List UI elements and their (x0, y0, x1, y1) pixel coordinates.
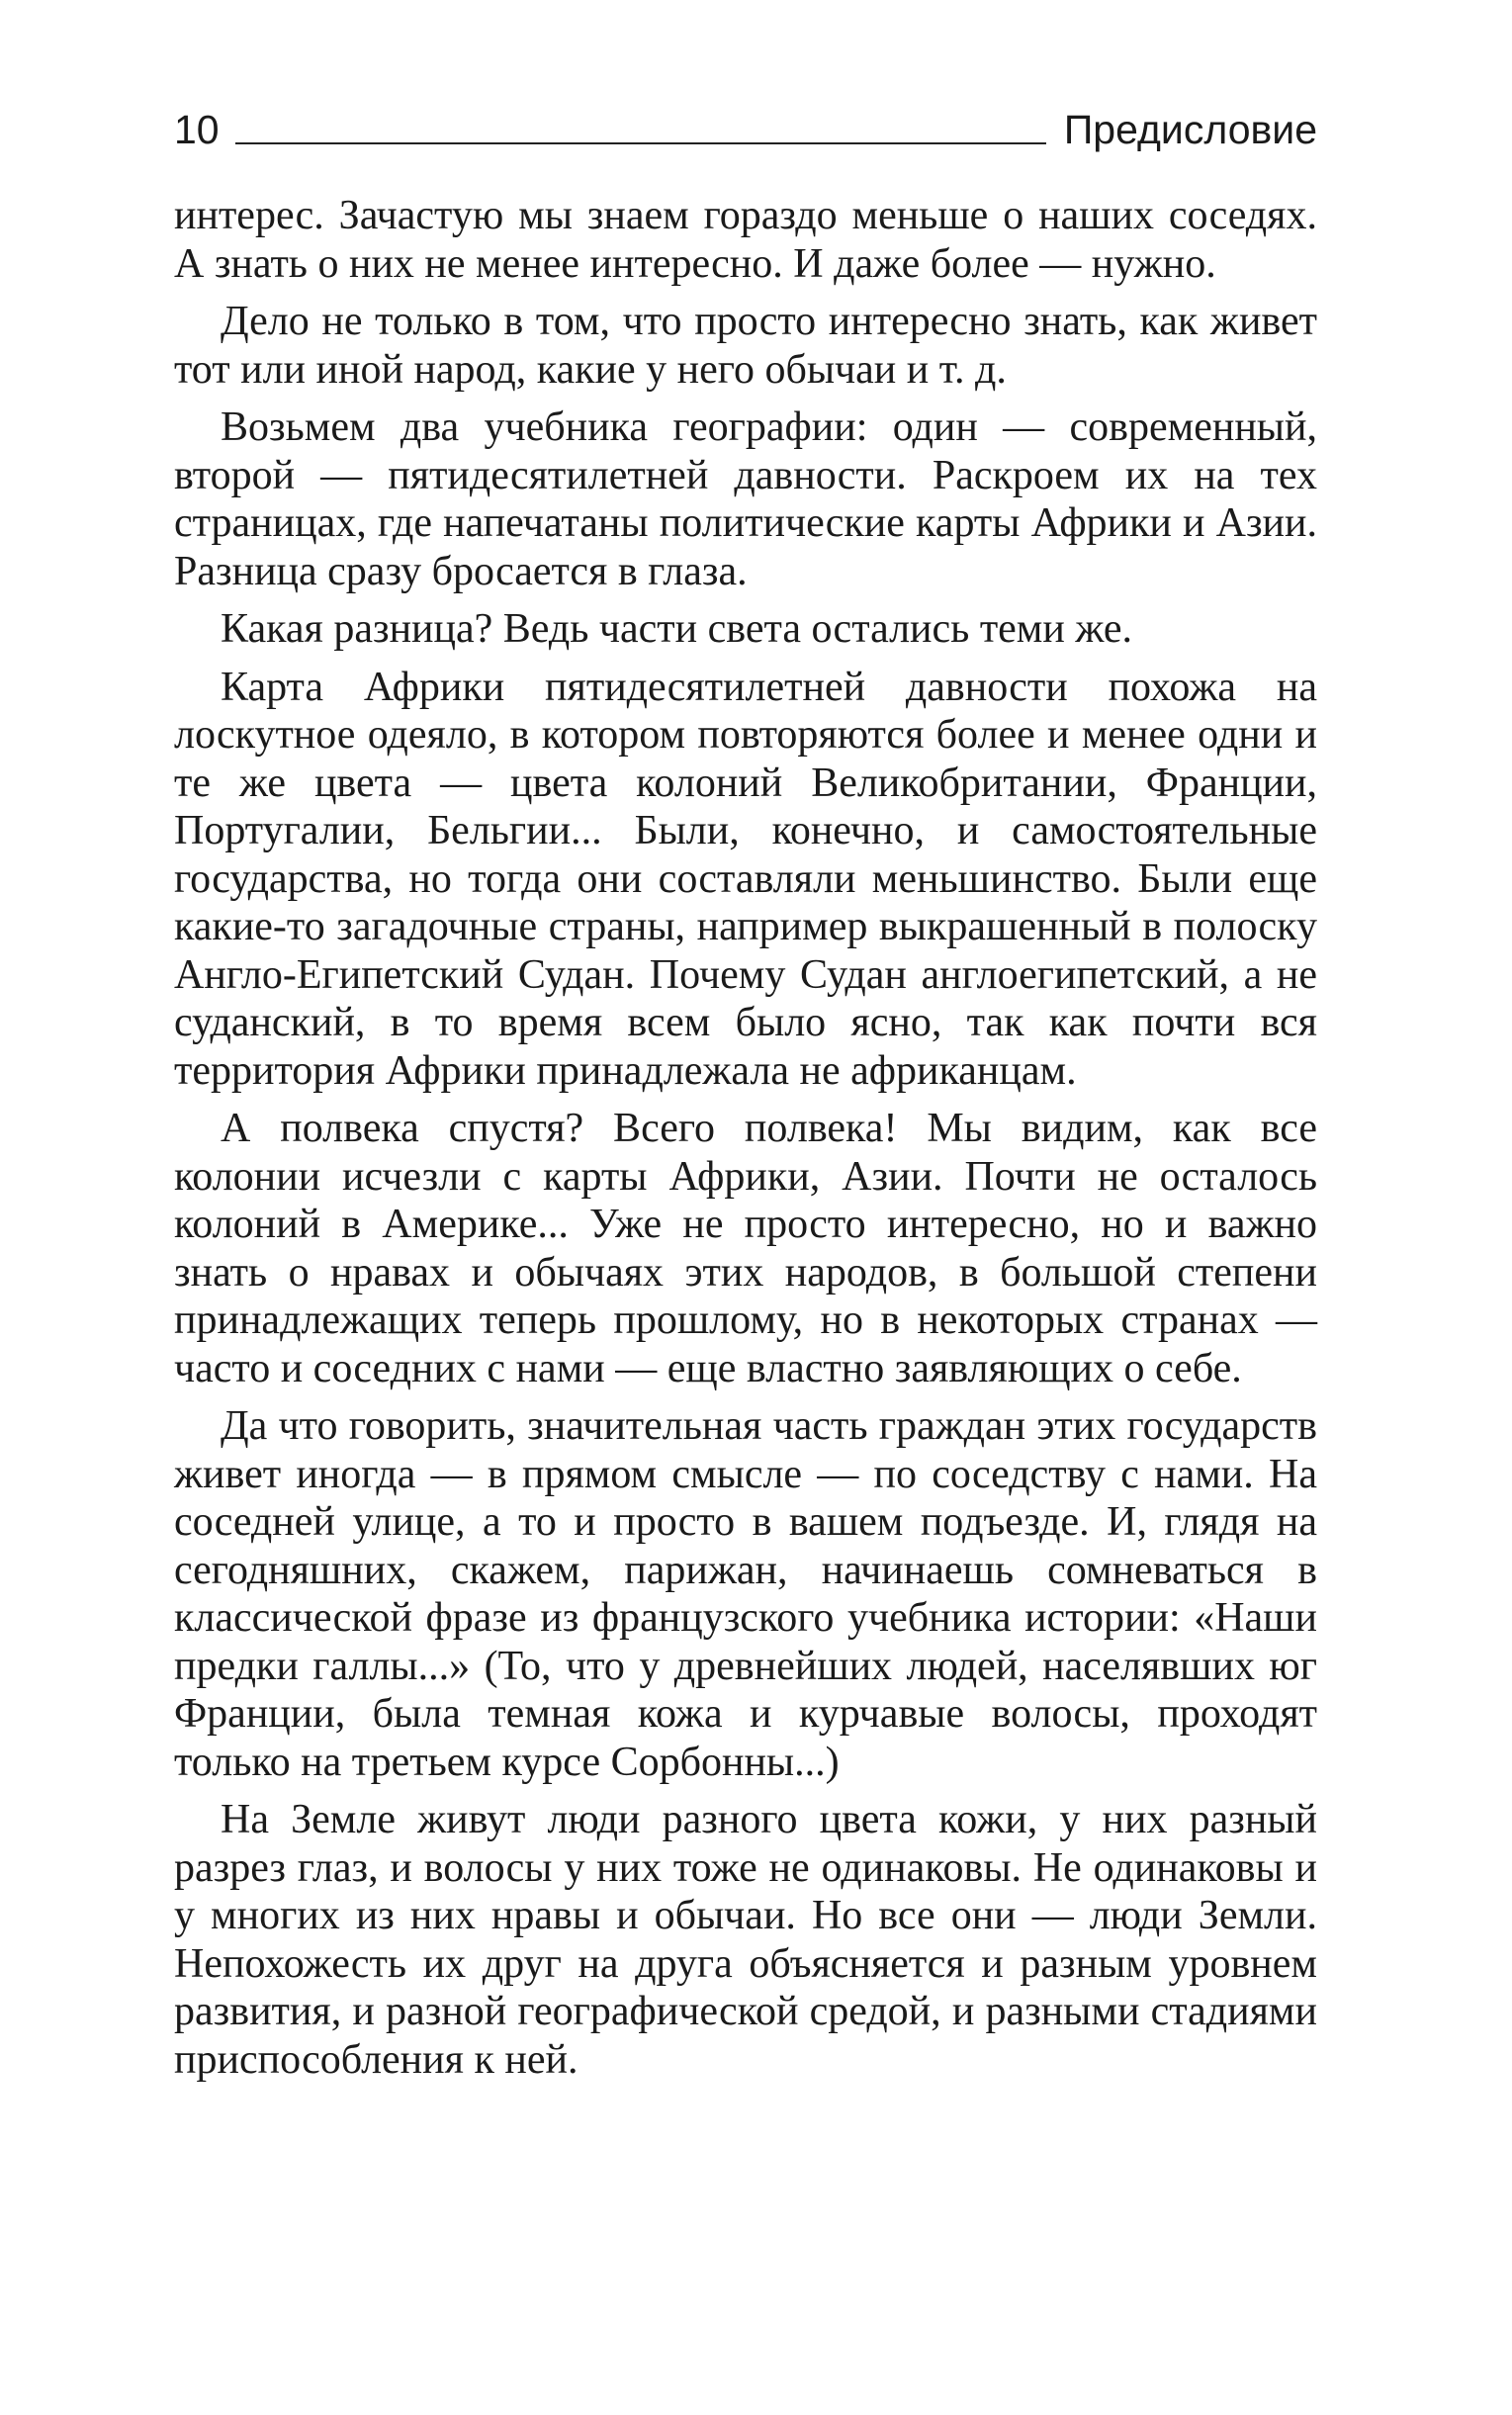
page-number: 10 (174, 107, 220, 152)
paragraph: Возьмем два учебника географии: один — современный, второй — пятидесятилетней давности. Раскроем их на тех страницах, где напечатаны политические карты Африки и Азии. Разница сразу бросается в глаза. (174, 404, 1317, 594)
paragraph: интерес. Зачастую мы знаем гораздо меньше о наших соседях. А знать о них не менее интересно. И даже более — нужно. (174, 193, 1317, 287)
running-head (174, 95, 1317, 154)
paragraph: Карта Африки пятидесятилетней давности похожа на лоскутное одеяло, в котором повторяются более и менее одни и те же цвета — цвета колоний Великобритании, Франции, Португалии, Бельгии... Были, конечно, и самостоятельные государства, но тогда они составляли меньшинство. Были еще какие-то загадочные страны, например выкрашенный в полоску Англо-Египетский Судан. Почему Судан англоегипетский, а не суданский, в то время всем было ясно, так как почти вся территория Африки принадлежала не африканцам. (174, 664, 1317, 1094)
paragraph: На Земле живут люди разного цвета кожи, у них разный разрез глаз, и волосы у них тоже не одинаковы. Не одинаковы и у многих из них нравы и обычаи. Но все они — люди Земли. Непохожесть их друг на друга объясняется и разным уровнем развития, и разной географической средой, и разными стадиями приспособления к ней. (174, 1797, 1317, 2083)
header-rule (235, 142, 1046, 144)
paragraph: Какая разница? Ведь части света остались теми же. (221, 606, 1132, 652)
section-title: Предисловие (1063, 107, 1317, 152)
paragraph: Да что говорить, значительная часть граждан этих государств живет иногда — в прямом смысле — по соседству с нами. На соседней улице, а то и просто в вашем подъезде. И, глядя на сегодняшних, скажем, парижан, начинаешь сомневаться в классической фразе из французского учебника истории: «Наши предки галлы...» (То, что у древнейших людей, населявших юг Франции, была темная кожа и курчавые волосы, проходят только на третьем курсе Сорбонны...) (174, 1403, 1317, 1785)
paragraph: А полвека спустя? Всего полвека! Мы видим, как все колонии исчезли с карты Африки, Азии. Почти не осталось колоний в Америке... Уже не просто интересно, но и важно знать о нравах и обычаях этих народов, в большой степени принадлежащих теперь прошлому, но в некоторых странах — часто и соседних с нами — еще властно заявляющих о себе. (174, 1106, 1317, 1391)
body-text (174, 192, 1317, 2084)
paragraph: Дело не только в том, что просто интересно знать, как живет тот или иной народ, какие у него обычаи и т. д. (174, 299, 1317, 393)
